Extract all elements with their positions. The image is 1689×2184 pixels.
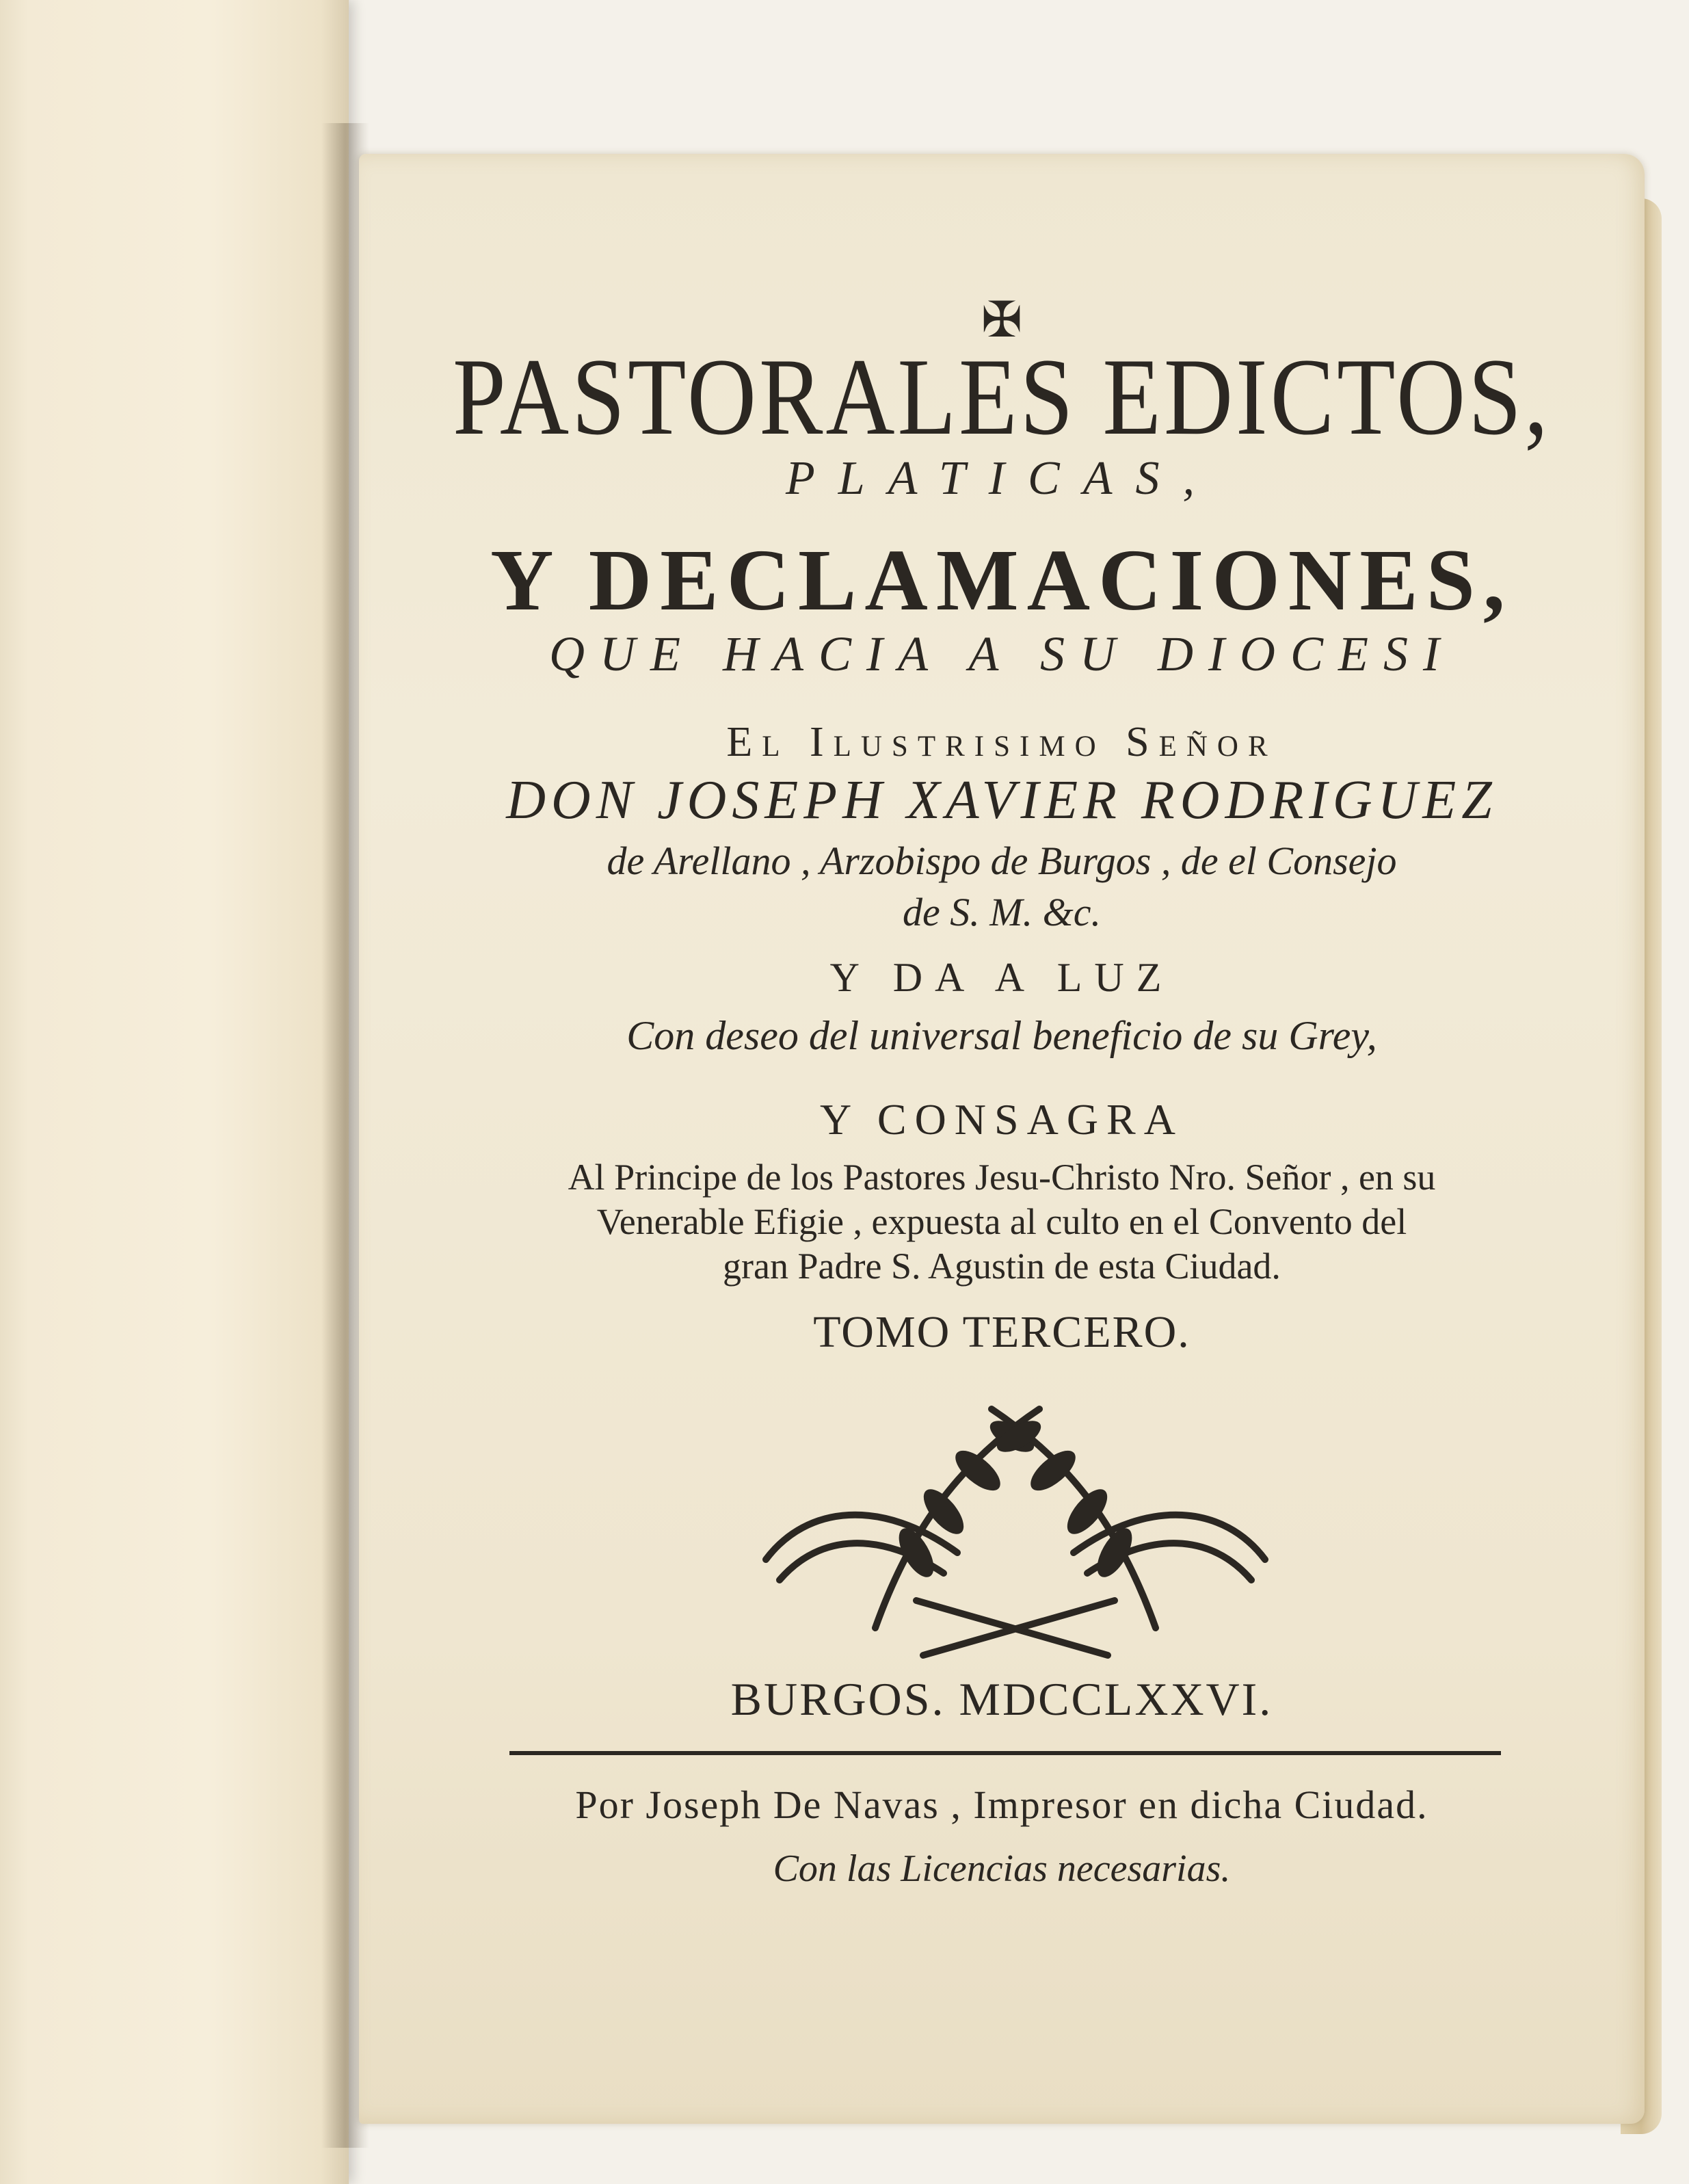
author-honorific: El Ilustrisimo Señor [726, 719, 1277, 765]
dedication-heading: Y CONSAGRA [820, 1095, 1184, 1144]
title-line-1: PASTORALES EDICTOS, [452, 336, 1552, 458]
cross-icon: ✠ [981, 293, 1023, 347]
imprint-rule [509, 1751, 1501, 1755]
printer-line: Por Joseph De Navas , Impresor en dicha Ciudad. [575, 1782, 1428, 1827]
licence-line: Con las Licencias necesarias. [773, 1847, 1231, 1890]
purpose-line: Con deseo del universal beneficio de su Grey, [626, 1013, 1377, 1058]
dedication-line-1: Al Principe de los Pastores Jesu-Christo Nro. Señor , en su [568, 1157, 1436, 1198]
left-facing-page [0, 0, 349, 2184]
title-line-3: Y DECLAMACIONES, [490, 531, 1513, 629]
dedication-line-2: Venerable Efigie , expuesta al culto en el Convento del [596, 1201, 1407, 1242]
author-name: DON JOSEPH XAVIER RODRIGUEZ [506, 770, 1498, 830]
crossed-palm-wreath-icon [752, 1382, 1279, 1669]
volume-label: TOMO TERCERO. [813, 1307, 1191, 1357]
dedication-line-3: gran Padre S. Agustin de esta Ciudad. [723, 1246, 1281, 1287]
title-line-2: PLATICAS, [785, 452, 1219, 505]
imprint-place-date: BURGOS. MDCCLXXVI. [730, 1673, 1273, 1725]
publish-statement: Y DA A LUZ [829, 955, 1174, 1000]
author-title-cont: de S. M. &c. [903, 890, 1101, 934]
author-title: de Arellano , Arzobispo de Burgos , de el Consejo [607, 839, 1397, 883]
title-line-4: QUE HACIA A SU DIOCESI [549, 627, 1454, 681]
